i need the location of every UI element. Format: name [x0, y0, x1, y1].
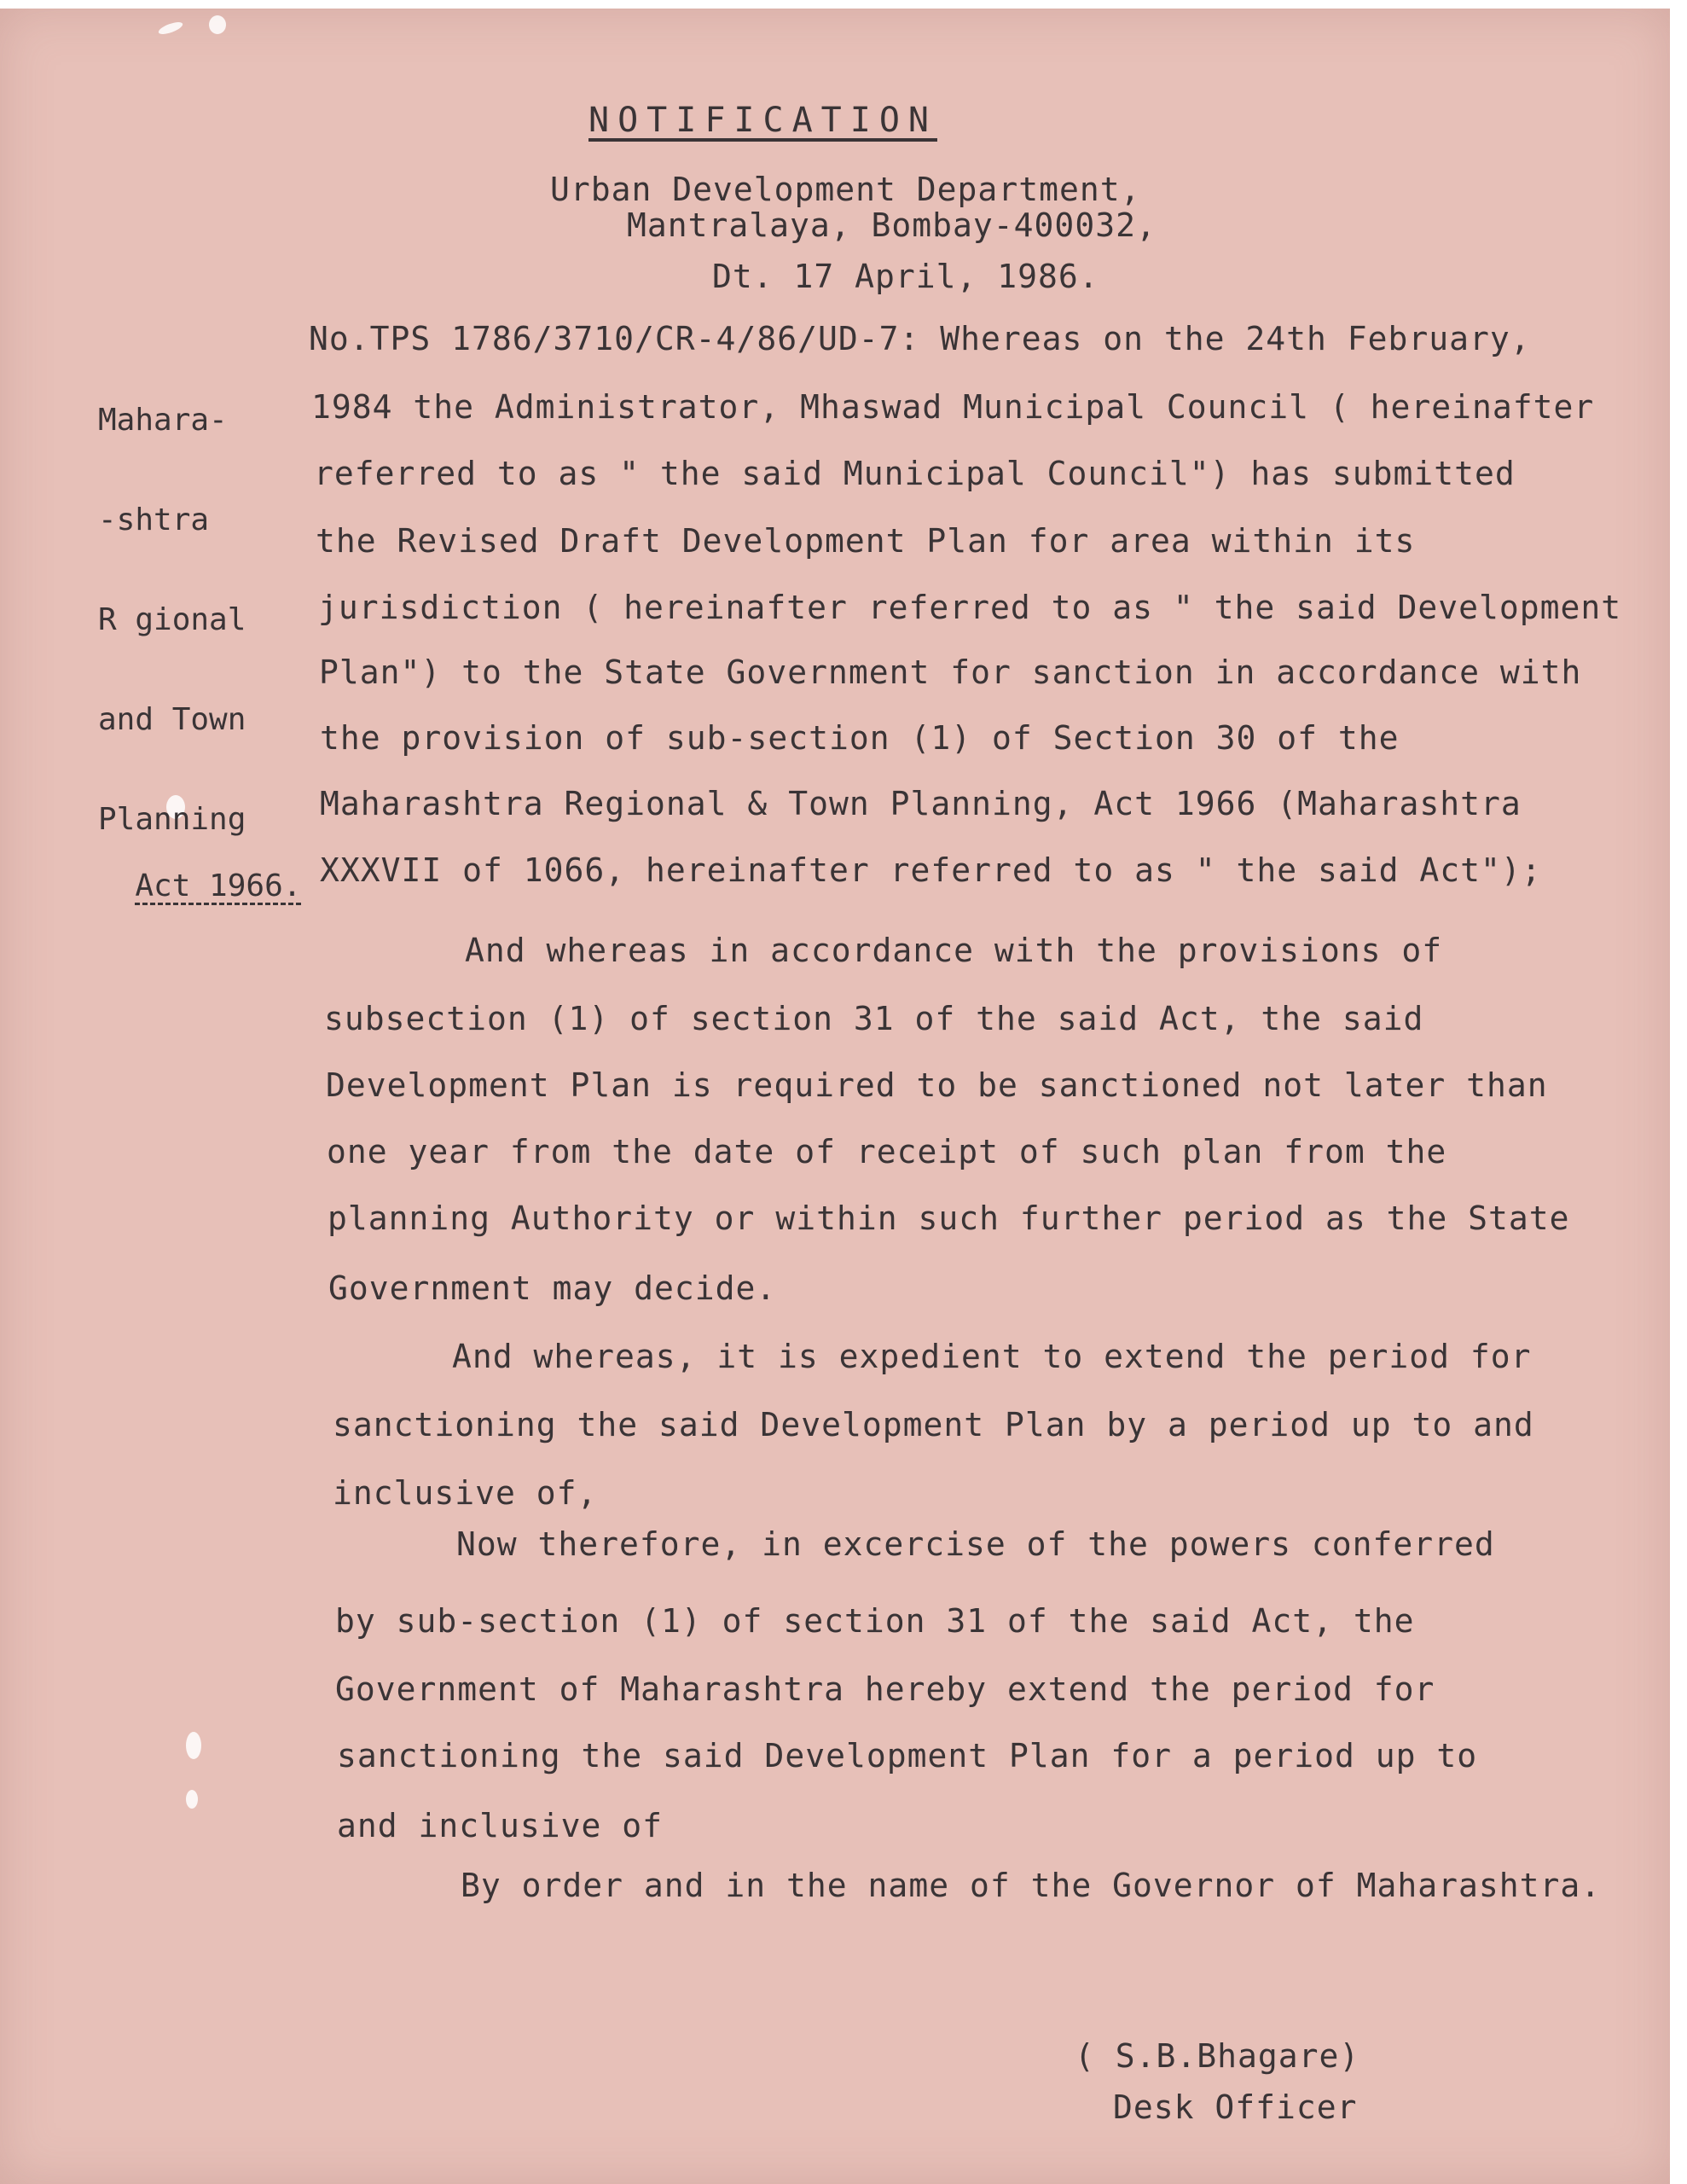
paragraph-line: the Revised Draft Development Plan for area within its	[316, 522, 1416, 560]
paragraph-line: one year from the date of receipt of such plan from the	[327, 1133, 1447, 1170]
paragraph-line: planning Authority or within such further period as the State	[328, 1199, 1570, 1237]
margin-note-line: Act 1966.	[135, 868, 302, 903]
paragraph-line: Government of Maharashtra hereby extend the period for	[335, 1670, 1435, 1708]
paragraph-line: referred to as " the said Municipal Council") has submitted	[314, 455, 1516, 492]
margin-note-line: and Town	[98, 702, 246, 737]
paragraph-line: And whereas, it is expedient to extend the period for	[452, 1338, 1532, 1375]
paragraph-line: No.TPS 1786/3710/CR-4/86/UD-7: Whereas on the 24th February,	[309, 320, 1531, 357]
paragraph-line: sanctioning the said Development Plan by a period up to and	[333, 1406, 1534, 1443]
paragraph-line: subsection (1) of section 31 of the said Act, the said	[324, 1000, 1424, 1037]
closing-line: By order and in the name of the Governor of Maharashtra.	[461, 1867, 1602, 1904]
paper-speck	[186, 1732, 201, 1759]
signatory-designation: Desk Officer	[1113, 2088, 1358, 2126]
paragraph-line: Maharashtra Regional & Town Planning, Act 1966 (Maharashtra	[320, 785, 1522, 822]
address-line: Mantralaya, Bombay-400032,	[627, 206, 1157, 244]
paragraph-line: jurisdiction ( hereinafter referred to as " the said Development	[318, 589, 1622, 626]
paragraph-line: Plan") to the State Government for sanction in accordance with	[319, 653, 1582, 691]
paragraph-line: and inclusive of	[337, 1807, 664, 1844]
paragraph-line: Now therefore, in excercise of the powers conferred	[456, 1525, 1495, 1563]
paragraph-line: Development Plan is required to be sanctioned not later than	[326, 1066, 1548, 1104]
paragraph-line: XXXVII of 1066, hereinafter referred to as " the said Act");	[320, 851, 1542, 889]
margin-note-line: Planning	[98, 802, 246, 837]
department-line: Urban Development Department,	[550, 171, 1141, 208]
paragraph-line: 1984 the Administrator, Mhaswad Municipal Council ( hereinafter	[311, 388, 1595, 426]
paper-speck	[209, 15, 226, 34]
notification-title: NOTIFICATION	[588, 101, 937, 140]
page-edge	[1670, 0, 1687, 2184]
margin-note-line: -shtra	[98, 502, 210, 537]
paragraph-line: the provision of sub-section (1) of Section 30 of the	[320, 719, 1400, 757]
signatory-name: ( S.B.Bhagare)	[1075, 2037, 1360, 2075]
margin-note-line: Mahara-	[98, 403, 228, 438]
paragraph-line: Government may decide.	[328, 1269, 777, 1307]
paragraph-line: by sub-section (1) of section 31 of the said Act, the	[335, 1602, 1415, 1640]
paragraph-line: inclusive of,	[333, 1474, 598, 1512]
margin-note-line: R gional	[98, 602, 246, 637]
paragraph-line: sanctioning the said Development Plan for a period up to	[337, 1737, 1478, 1774]
paper-speck	[186, 1790, 198, 1809]
margin-note	[98, 337, 302, 905]
notification-date: Dt. 17 April, 1986.	[712, 258, 1099, 295]
paragraph-line: And whereas in accordance with the provisions of	[465, 932, 1443, 969]
